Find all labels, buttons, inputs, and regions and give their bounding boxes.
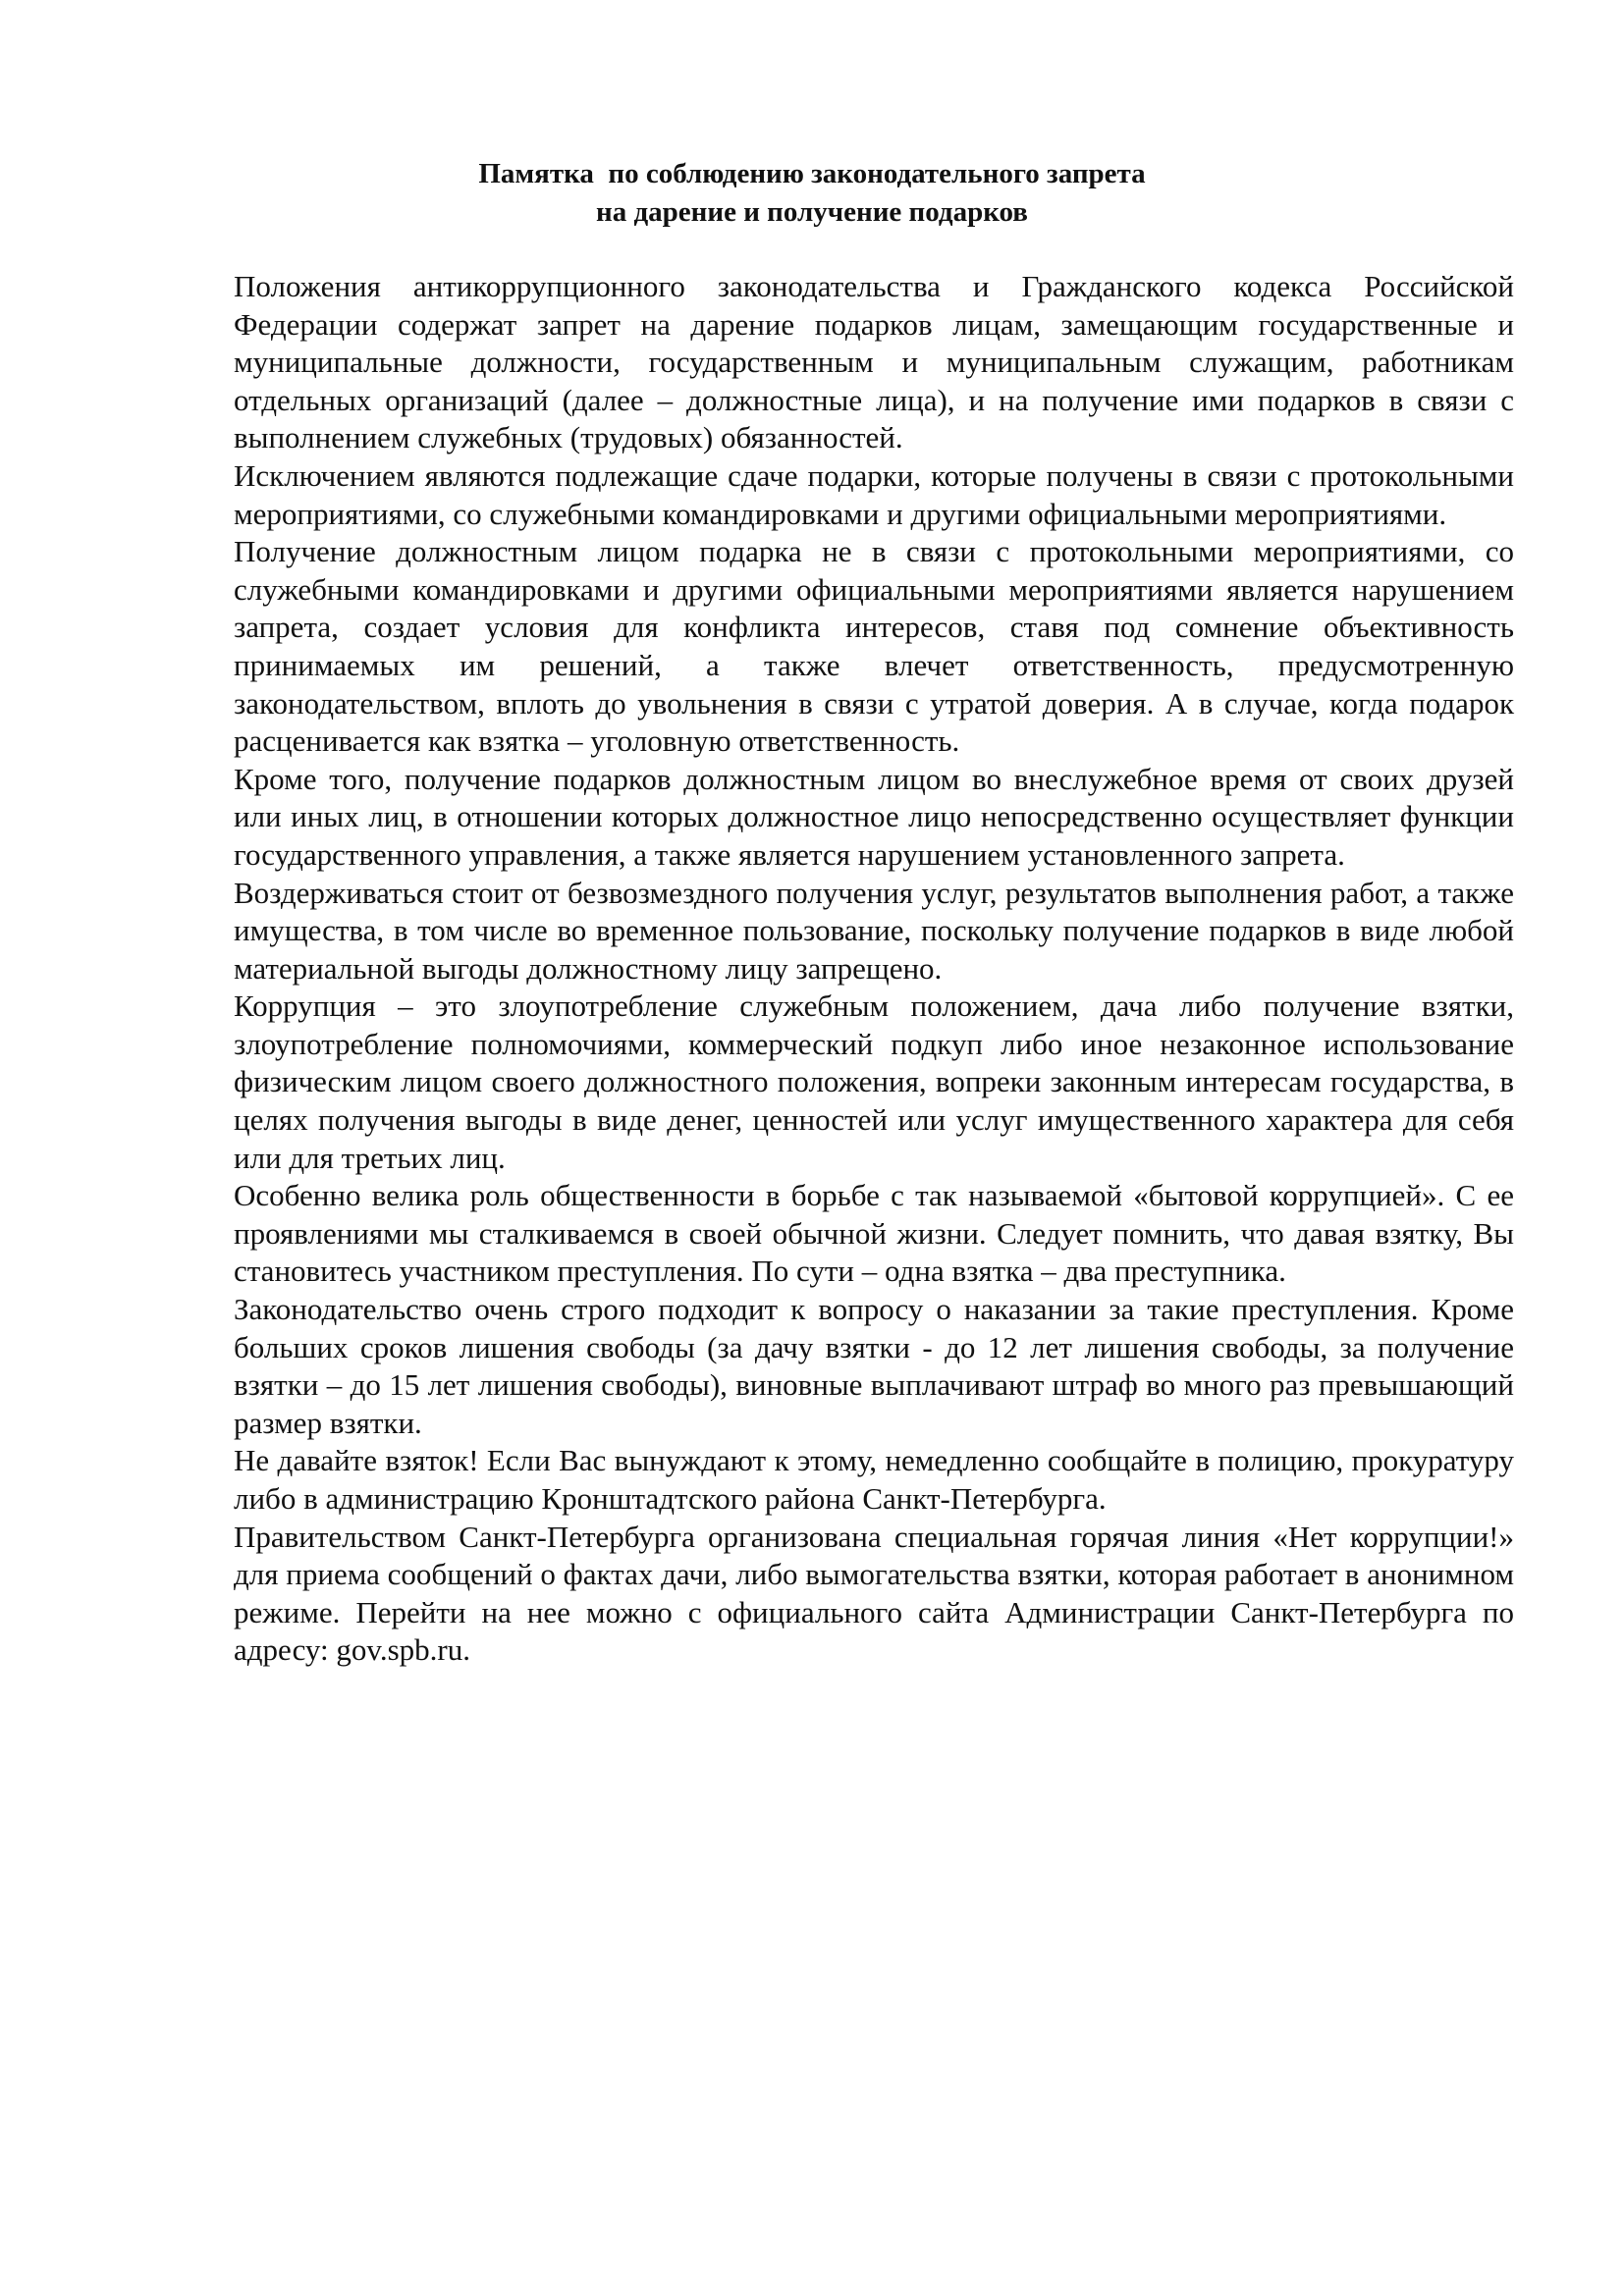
paragraph-4: Кроме того, получение подарков должностным лицом во внеслужебное время от своих друзей или иных лиц, в отношении которых должностное лицо непосредственно осуществляет функции государственного управления, а также является нарушением установленного запрета. — [234, 761, 1514, 872]
paragraph-2: Исключением являются подлежащие сдаче подарки, которые получены в связи с протокольными мероприятиями, со служебными командировками и другими официальными мероприятиями. — [234, 457, 1514, 531]
paragraph-8: Законодательство очень строго подходит к вопросу о наказании за такие преступления. Кроме больших сроков лишения свободы (за дачу взятки - до 12 лет лишения свободы, за получение взятки – до 15 лет лишения свободы), виновные выплачивают штраф во много раз превышающий размер взятки. — [234, 1292, 1514, 1440]
paragraph-9: Не давайте взяток! Если Вас вынуждают к этому, немедленно сообщайте в полицию, прокуратуру либо в администрацию Кронштадтского района Санкт-Петербурга. — [234, 1443, 1514, 1516]
paragraph-10: Правительством Санкт-Петербурга организована специальная горячая линия «Нет коррупции!» для приема сообщений о фактах дачи, либо вымогательства взятки, которая работает в анонимном режиме. Перейти на нее можно с официального сайта Администрации Санкт-Петербурга по адресу: gov.spb.ru. — [234, 1519, 1514, 1668]
paragraph-1: Положения антикоррупционного законодательства и Гражданского кодекса Российской Федерации содержат запрет на дарение подарков лицам, замещающим государственные и муниципальные должности, государственным и муниципальным служащим, работникам отдельных организаций (далее – должностные лица), и на получение ими подарков в связи с выполнением служебных (трудовых) обязанностей. — [234, 269, 1514, 455]
page-title — [0, 155, 1624, 232]
paragraph-3: Получение должностным лицом подарка не в связи с протокольными мероприятиями, со служебными командировками и другими официальными мероприятиями является нарушением запрета, создает условия для конфликта интересов, ставя под сомнение объективность принимаемых им решений, а также влечет ответственность, предусмотренную законодательством, вплоть до увольнения в связи с утратой доверия. А в случае, когда подарок расценивается как взятка – уголовную ответственность. — [234, 534, 1514, 759]
title-line-2: на дарение и получение подарков — [596, 196, 1028, 228]
paragraph-7: Особенно велика роль общественности в борьбе с так называемой «бытовой коррупцией». С ее проявлениями мы сталкиваемся в своей обычной жизни. Следует помнить, что давая взятку, Вы становитесь участником преступления. По сути – одна взятка – два преступника. — [234, 1178, 1514, 1289]
title-line-1: Памятка по соблюдению законодательного запрета — [478, 158, 1146, 189]
paragraph-5: Воздерживаться стоит от безвозмездного получения услуг, результатов выполнения работ, а также имущества, в том числе во временное пользование, поскольку получение подарков в виде любой материальной выгоды должностному лицу запрещено. — [234, 875, 1514, 986]
paragraph-6: Коррупция – это злоупотребление служебным положением, дача либо получение взятки, злоупотребление полномочиями, коммерческий подкуп либо иное незаконное использование физическим лицом своего должностного положения, вопреки законным интересам государства, в целях получения выгоды в виде денег, ценностей или услуг имущественного характера для себя или для третьих лиц. — [234, 988, 1514, 1175]
document-body — [234, 268, 1514, 1670]
